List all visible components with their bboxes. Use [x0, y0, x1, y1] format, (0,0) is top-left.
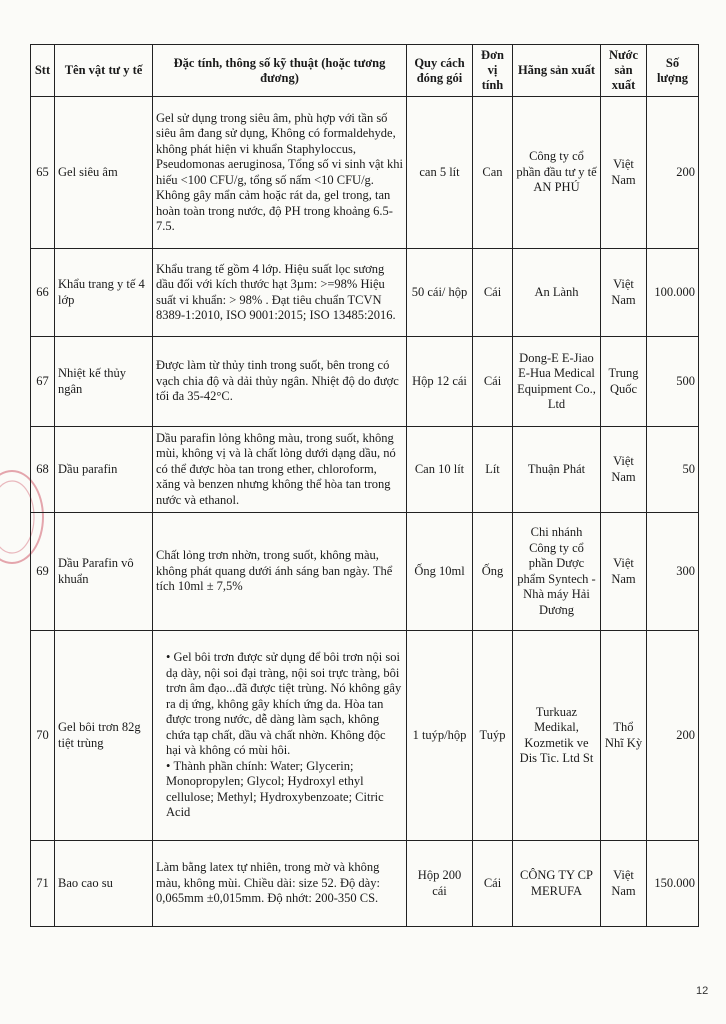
- row-country: Việt Nam: [601, 513, 647, 631]
- row-specification: Chất lỏng trơn nhờn, trong suốt, không màu, không phát quang dưới ánh sáng ban ngày. Thể tích 10ml ± 7,5%: [153, 513, 407, 631]
- row-stt: 68: [31, 427, 55, 513]
- header-item-name: Tên vật tư y tế: [55, 45, 153, 97]
- row-item-name: Dầu parafin: [55, 427, 153, 513]
- table-header-row: [31, 45, 699, 97]
- row-stt: 70: [31, 631, 55, 841]
- row-country: Việt Nam: [601, 841, 647, 927]
- row-specification: Làm bằng latex tự nhiên, trong mờ và không màu, không mùi. Chiều dài: size 52. Độ dày: 0,065mm ±0,015mm. Độ nhớt: 200-350 CS.: [153, 841, 407, 927]
- row-quantity: 200: [647, 97, 699, 249]
- row-specification: [153, 631, 407, 841]
- row-quantity: 300: [647, 513, 699, 631]
- row-stt: 67: [31, 337, 55, 427]
- row-item-name: Khẩu trang y tế 4 lớp: [55, 249, 153, 337]
- row-unit: Ống: [473, 513, 513, 631]
- row-unit: Cái: [473, 249, 513, 337]
- row-manufacturer: Dong-E E-Jiao E-Hua Medical Equipment Co., Ltd: [513, 337, 601, 427]
- table-row: [31, 249, 699, 337]
- row-unit: Tuýp: [473, 631, 513, 841]
- table-row: [31, 513, 699, 631]
- row-specification: Dầu parafin lỏng không màu, trong suốt, không mùi, không vị và là chất lỏng dưới dạng dầu, nó có thể được hòa tan trong ether, chloroform, xăng và benzen nhưng không thể hòa tan trong nước và ethanol.: [153, 427, 407, 513]
- table-row: [31, 841, 699, 927]
- row-item-name: Dầu Parafin vô khuẩn: [55, 513, 153, 631]
- row-country: Việt Nam: [601, 249, 647, 337]
- specification-bullet-list: [156, 650, 403, 821]
- row-unit: Lít: [473, 427, 513, 513]
- row-quantity: 100.000: [647, 249, 699, 337]
- row-country: Việt Nam: [601, 97, 647, 249]
- row-manufacturer: CÔNG TY CP MERUFA: [513, 841, 601, 927]
- row-stt: 66: [31, 249, 55, 337]
- row-quantity: 200: [647, 631, 699, 841]
- row-stt: 71: [31, 841, 55, 927]
- row-packaging: 50 cái/ hộp: [407, 249, 473, 337]
- row-packaging: 1 tuýp/hộp: [407, 631, 473, 841]
- header-quantity: Số lượng: [647, 45, 699, 97]
- row-packaging: Hộp 12 cái: [407, 337, 473, 427]
- row-packaging: can 5 lít: [407, 97, 473, 249]
- row-country: Thổ Nhĩ Kỳ: [601, 631, 647, 841]
- row-manufacturer: Công ty cổ phần đầu tư y tế AN PHÚ: [513, 97, 601, 249]
- header-specifications: Đặc tính, thông số kỹ thuật (hoặc tương đương): [153, 45, 407, 97]
- row-item-name: Nhiệt kế thủy ngân: [55, 337, 153, 427]
- header-packaging: Quy cách đóng gói: [407, 45, 473, 97]
- row-item-name: Gel siêu âm: [55, 97, 153, 249]
- specification-bullet: • Gel bôi trơn được sử dụng để bôi trơn nội soi dạ dày, nội soi đại tràng, nội soi trực tràng, bôi trơn âm đạo...đã được tiệt trùng. Nó không gây ra dị ứng, không gây khích ứng da. Hòa tan được trong nước, dễ dàng làm sạch, không chứa tạp chất, dầu và chất nhờn. Không độc hại và không có mùi hôi.: [166, 650, 403, 759]
- row-specification: Gel sử dụng trong siêu âm, phù hợp với tần số siêu âm đang sử dụng, Không có formaldehyde, không phát hiện vi khuẩn Staphyloccus, Pseudomonas aeruginosa, Tổng số vi sinh vật khi hiếu <100 CFU/g, tổng số nấm <10 CFU/g. Không gây mẩn cảm hoặc rát da, gel trong, tan hoàn toàn trong nước, độ PH trong khoảng 6.5-7.5.: [153, 97, 407, 249]
- row-quantity: 50: [647, 427, 699, 513]
- row-quantity: 150.000: [647, 841, 699, 927]
- row-item-name: Bao cao su: [55, 841, 153, 927]
- row-unit: Can: [473, 97, 513, 249]
- header-manufacturer: Hãng sản xuất: [513, 45, 601, 97]
- row-specification: Khẩu trang tế gồm 4 lớp. Hiệu suất lọc sương dầu đối với kích thước hạt 3µm: >=98% Hiệu suất vi khuẩn: > 98% . Đạt tiêu chuẩn TCVN 8389-1:2010, ISO 9001:2015; ISO 13485:2016.: [153, 249, 407, 337]
- header-country: Nước sản xuất: [601, 45, 647, 97]
- row-packaging: Can 10 lít: [407, 427, 473, 513]
- row-stt: 69: [31, 513, 55, 631]
- row-manufacturer: Chi nhánh Công ty cổ phần Dược phẩm Syntech - Nhà máy Hải Dương: [513, 513, 601, 631]
- row-unit: Cái: [473, 337, 513, 427]
- row-packaging: Ống 10ml: [407, 513, 473, 631]
- row-country: Việt Nam: [601, 427, 647, 513]
- table-row: [31, 97, 699, 249]
- row-packaging: Hộp 200 cái: [407, 841, 473, 927]
- row-quantity: 500: [647, 337, 699, 427]
- specification-bullet: • Thành phần chính: Water; Glycerin; Monopropylen; Glycol; Hydroxyl ethyl cellulose; Methyl; Hydroxybenzoate; Citric Acid: [166, 759, 403, 821]
- page-number: 12: [696, 985, 709, 997]
- medical-supplies-table: [30, 44, 699, 927]
- row-unit: Cái: [473, 841, 513, 927]
- row-manufacturer: An Lành: [513, 249, 601, 337]
- header-unit: Đơn vị tính: [473, 45, 513, 97]
- row-country: Trung Quốc: [601, 337, 647, 427]
- row-specification: Được làm từ thủy tinh trong suốt, bên trong có vạch chia độ và dải thủy ngân. Nhiệt độ do được tối đa 35-42°C.: [153, 337, 407, 427]
- header-stt: Stt: [31, 45, 55, 97]
- row-manufacturer: Thuận Phát: [513, 427, 601, 513]
- table-row: [31, 427, 699, 513]
- row-stt: 65: [31, 97, 55, 249]
- row-item-name: Gel bôi trơn 82g tiệt trùng: [55, 631, 153, 841]
- table-row: [31, 631, 699, 841]
- row-manufacturer: Turkuaz Medikal, Kozmetik ve Dis Tic. Ltd St: [513, 631, 601, 841]
- table-row: [31, 337, 699, 427]
